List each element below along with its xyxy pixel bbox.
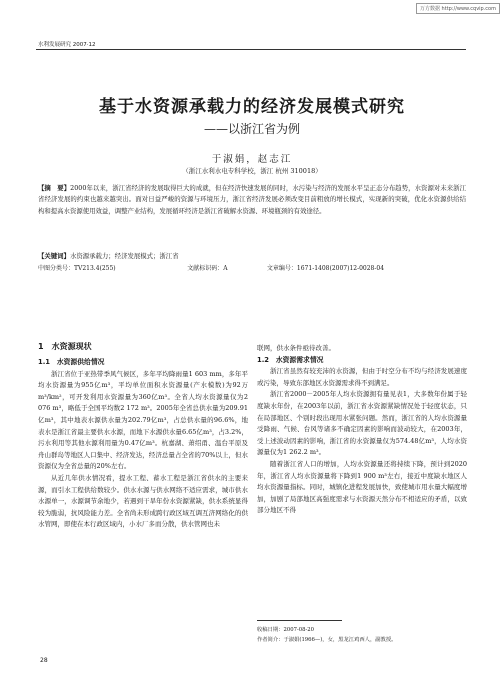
section-1-1-title: 1.1 水资源供给情况 bbox=[38, 358, 105, 366]
article-title: 基于水资源承载力的经济发展模式研究 bbox=[99, 97, 405, 117]
article-meta bbox=[38, 263, 466, 272]
article-subtitle: ——以浙江省为例 bbox=[203, 122, 300, 136]
keywords-text: 水资源承载力；经济发展模式；浙江省 bbox=[69, 252, 179, 260]
classification: 中图分类号：TV213.4(255) bbox=[38, 265, 116, 272]
keywords-label: 【关键词】 bbox=[38, 252, 70, 260]
right-column bbox=[257, 343, 467, 517]
journal-header: 水利发展研究 2007·12 bbox=[38, 42, 96, 48]
section-1-title: 1 水资源现状 bbox=[38, 342, 92, 351]
paragraph: 从近几年供水情况看，提水工程、蓄水工程是浙江省供水的主要来源，而引水工程供给数较少。供水水源与供水网络不适应需求，城市供水水源单一，水源调节余地少，若遇到干旱年份水资源紧缺，供水系统显得较为脆弱，抗风险能力差。全省尚未形成跨行政区域互调互济网络化的供水管网，即使在本行政区域内，小水厂多而分散，供水管网也未 bbox=[38, 473, 248, 529]
footnote-author: 作者简介：于淑娟(1966—)，女，黑龙江鸡西人，副教授。 bbox=[257, 637, 397, 643]
article-number: 文章编号：1671-1408(2007)12-0028-04 bbox=[266, 265, 385, 272]
watermark: 万方数据 http://www.cqvip.com bbox=[416, 3, 500, 14]
footnote-rule bbox=[257, 620, 342, 621]
section-1-2-title: 1.2 水资源需求情况 bbox=[257, 355, 324, 364]
paragraph: 联网，供水条件亟待改善。 bbox=[257, 344, 335, 352]
footnote bbox=[257, 625, 467, 645]
abstract-label: 【摘 要】 bbox=[38, 184, 71, 192]
paragraph: 浙江省虽然有较充沛的水资源，但由于时空分布不均与经济发展速度或污染，导致东部地区水资源需求得不到满足。 bbox=[257, 367, 467, 387]
keywords bbox=[38, 251, 466, 260]
page-number: 28 bbox=[40, 657, 48, 664]
doc-code: 文献标识码：A bbox=[187, 265, 228, 272]
paragraph: 浙江省2000－2005年人均水资源拥有量见表1，大多数年份属于轻度缺水年份，在2003年以前，浙江省水资源紧缺情况处于轻度状态，只在局部地区、个别时段出现用水紧张问题。然而，浙江省的人均水资源量受降雨、气候、台风等诸多不确定因素的影响而波动较大，在2003年，受上述波动因素的影响，浙江省的水资源量仅为574.48亿m³，人均水资源量仅为1 262.2 m³。 bbox=[257, 390, 467, 457]
abstract-text: 2000年以来，浙江省经济的发展取得巨大的成就，但在经济快速发展的同时，水污染与经济的发展水平呈正态分布趋势，水资源对未来浙江省经济发展的约束也越来越突出。面对日益严峻的资源与环境压力，浙江省经济发展必须改变目前粗放的增长模式，实现新的突破，优化水资源供给结构和提高水资源使用效益，调整产业结构，发展循环经济是浙江省破解水资源、环境瓶颈的有效途径。 bbox=[38, 184, 467, 215]
authors: 于淑娟，赵志江 bbox=[211, 154, 293, 165]
paragraph: 随着浙江省人口的增加，人均水资源量还将持续下降，预计到2020年，浙江省人均水资源量将下降到1 900 m³左右，接近中度缺水地区人均水资源量指标。同时，城镇化进程发展加快，致使城市用水量大幅度增加，加剧了局部地区高强度需求与水资源天然分布不相适应的矛盾，以致部分地区不得 bbox=[257, 459, 467, 515]
abstract bbox=[38, 183, 466, 217]
header-rule bbox=[36, 49, 466, 50]
paragraph: 浙江省位于亚热带季风气候区，多年平均降雨量1 603 mm，多年平均水资源量为955亿m³，平均单位面积水资源量(产水模数)为92万m³/km²，可开发利用水资源量为360亿m³。全省人均水资源量仅为2 076 m³，略低于全国平均数2 172 m³。2005年全省总供水量为209.91亿m³，其中地表水源供水量为202.79亿m³，占总供水量的96.6%，地表水是浙江省最主要供水水源，而地下水源供水量6.65亿m³，占3.2%，污水利用等其他水源利用量为0.47亿m³。杭嘉湖、萧绍甬、温台平原及舟山群岛等地区人口集中、经济发达，经济总量占全省的70%以上，但水资源仅为全省总量的20%左右。 bbox=[38, 369, 248, 471]
affiliation: （浙江水利水电专科学校，浙江 杭州 310018） bbox=[182, 167, 322, 175]
footnote-received: 收稿日期：2007-08-20 bbox=[257, 627, 315, 633]
left-column bbox=[38, 357, 248, 531]
